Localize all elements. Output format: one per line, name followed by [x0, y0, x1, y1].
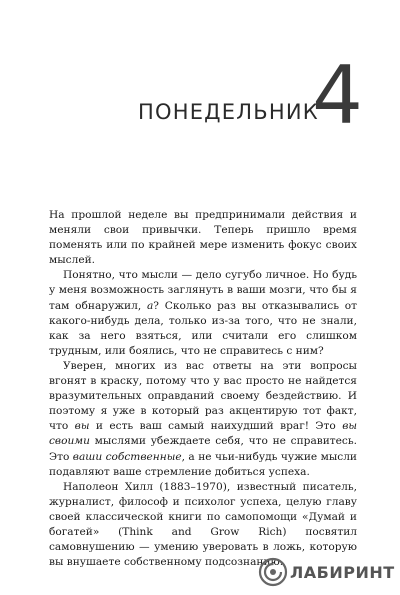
chapter-title: ПОНЕДЕЛЬНИК: [138, 100, 319, 124]
paragraph-text: и есть ваш самый наихудший враг! Это: [89, 420, 343, 433]
paragraph-text: Уверен, многих из вас ответы на эти вопросы вгонят в краску, потому что у вас просто не найдется вразумительных оправданий своему бездействию. И поэтому я уже в который раз акцентирую тот факт, что: [49, 359, 357, 433]
emphasis-text: ваши собственные: [72, 450, 182, 463]
watermark-logo: [258, 555, 398, 591]
paragraph: [49, 208, 357, 268]
emphasis-text: вы своими: [49, 420, 357, 448]
labyrinth-logo-icon: [258, 557, 288, 587]
emphasis-text: а: [146, 299, 154, 312]
paragraph-text: Наполеон Хилл (1883–1970), известный писатель, журналист, философ и психолог успеха, целую главу своей классической книги по самопомощи «Думай и богатей» (Think and Grow Rich) посвятил самовнушению — умению уверовать в ложь, которую вы внушаете собственному подсознанию.: [49, 480, 357, 569]
paragraph-text: , а не чьи-нибудь чужие мысли подавляют ваше стремление добиться успеха.: [49, 450, 357, 478]
chapter-number: 4: [312, 49, 363, 142]
paragraph-text: мыслями убеждаете себя, что не справитесь. Это: [49, 435, 357, 463]
paragraph-text: ? Сколько раз вы отказывались от какого-нибудь дела, только из-за того, что не знали, как за него взяться, или считали его слишком трудным, или боялись, что не справитесь с ним?: [49, 299, 357, 357]
body-text: [49, 208, 357, 570]
watermark-text: ЛАБИРИНТ: [290, 563, 395, 582]
emphasis-text: вы: [74, 420, 90, 433]
paragraph: [49, 359, 357, 480]
paragraph-text: На прошлой неделе вы предпринимали действия и меняли свои привычки. Теперь пришло время поменять или по крайней мере изменить фокус своих мыслей.: [49, 209, 357, 267]
chapter-heading: [0, 49, 400, 150]
paragraph: [49, 268, 357, 359]
paragraph-text: Понятно, что мысли — дело сугубо личное. Но будь у меня возможность заглянуть в ваши мозги, что бы я там обнаружил,: [49, 269, 357, 312]
